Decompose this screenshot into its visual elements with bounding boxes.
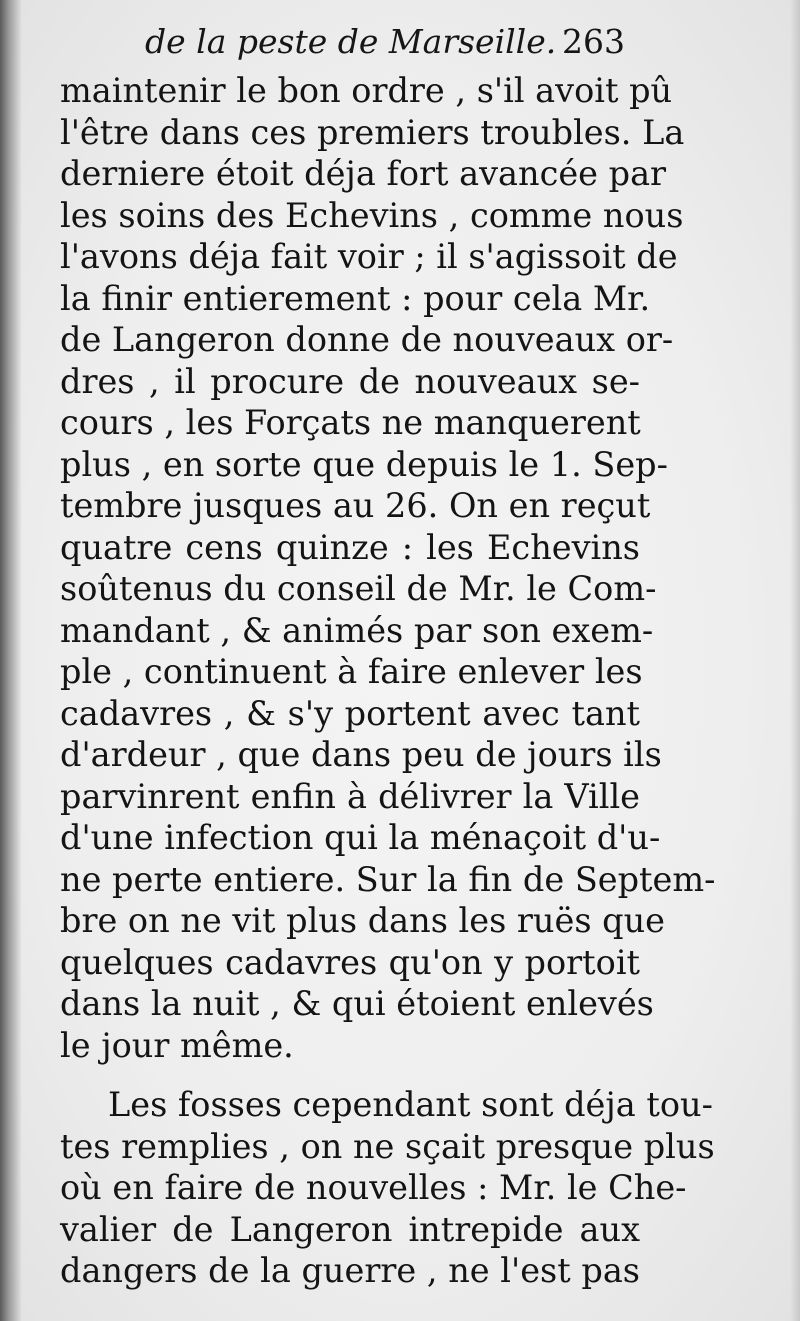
text-line: tembre jusques au 26. On en reçut [60, 486, 651, 525]
text-line: les soins des Echevins , comme nous [60, 195, 684, 235]
text-line: la finir entierement : pour cela Mr. [60, 278, 651, 318]
binding-shadow [0, 0, 22, 1321]
running-title: de la peste de Marseille. [145, 22, 557, 61]
text-line: tes remplies , on ne sçait presque plus [60, 1126, 715, 1166]
text-line: l'avons déja fait voir ; il s'agissoit de [60, 237, 678, 276]
text-line: dres , il procure de nouveaux se- [60, 361, 640, 401]
text-line: valier de Langeron intrepide aux [60, 1209, 640, 1249]
text-line: d'ardeur , que dans peu de jours ils [60, 735, 662, 774]
text-line: quelques cadavres qu'on y portoit [60, 942, 640, 982]
text-line: soûtenus du conseil de Mr. le Com- [60, 569, 657, 608]
text-line: mandant , & animés par son exem- [60, 610, 654, 650]
text-line: cours , les Forçats ne manquerent [60, 403, 641, 442]
text-line: parvinrent enfin à délivrer la Ville [60, 776, 640, 816]
body-text [60, 70, 716, 1292]
text-line: dans la nuit , & qui étoient enlevés [60, 984, 654, 1023]
text-line: l'être dans ces premiers troubles. La [60, 112, 685, 152]
text-line: ple , continuent à faire enlever les [60, 652, 643, 691]
text-line: où en faire de nouvelles : Mr. le Che- [60, 1168, 687, 1207]
text-line: dangers de la guerre , ne l'est pas [60, 1251, 640, 1290]
text-line: cadavres , & s'y portent avec tant [60, 693, 640, 733]
text-line: Les fosses cependant sont déja tou- [108, 1085, 713, 1124]
text-line: maintenir le bon ordre , s'il avoit pû [60, 71, 673, 110]
text-line: de Langeron donne de nouveaux or- [60, 320, 674, 359]
paragraph-1 [60, 70, 716, 1066]
text-line: derniere étoit déja fort avancée par [60, 154, 667, 193]
page-header [145, 22, 625, 68]
text-line: plus , en sorte que depuis le 1. Sep- [60, 444, 668, 484]
page-number: 263 [562, 22, 625, 61]
text-line: d'une infection qui la ménaçoit d'u- [60, 818, 661, 857]
text-line: ne perte entiere. Sur la fin de Septem- [60, 859, 716, 899]
text-line: le jour même. [60, 1025, 294, 1065]
paragraph-gap [60, 1066, 640, 1084]
text-line: bre on ne vit plus dans les ruës que [60, 901, 666, 940]
page-edge [790, 0, 800, 1321]
text-line: quatre cens quinze : les Echevins [60, 527, 640, 567]
paragraph-2 [60, 1084, 715, 1292]
